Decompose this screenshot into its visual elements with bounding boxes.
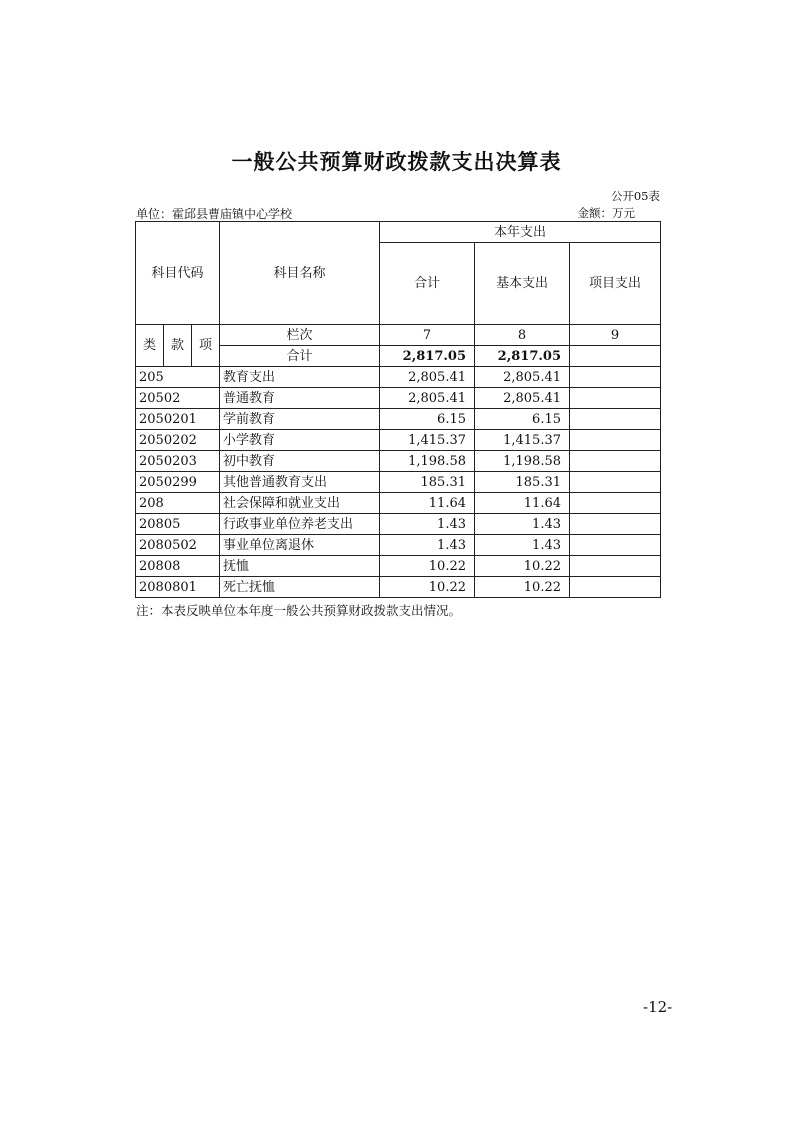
header-subject-name: 科目名称 (220, 222, 380, 325)
row-name: 行政事业单位养老支出 (220, 514, 380, 535)
row-total: 6.15 (380, 409, 475, 430)
row-basic: 6.15 (475, 409, 570, 430)
header-xiang: 项 (192, 325, 220, 367)
row-code: 2050299 (136, 472, 220, 493)
row-project (570, 409, 661, 430)
unit-label: 单位：霍邱县曹庙镇中心学校 (136, 207, 293, 221)
header-total: 合计 (380, 243, 475, 325)
header-current-year: 本年支出 (380, 222, 661, 243)
sum-total: 2,817.05 (380, 346, 475, 367)
row-basic: 11.64 (475, 493, 570, 514)
sum-project (570, 346, 661, 367)
row-total: 1.43 (380, 535, 475, 556)
row-basic: 1.43 (475, 535, 570, 556)
row-basic: 1,415.37 (475, 430, 570, 451)
row-total: 1,198.58 (380, 451, 475, 472)
row-code: 20502 (136, 388, 220, 409)
sum-label: 合计 (220, 346, 380, 367)
table-row (136, 409, 661, 430)
page-number: -12- (643, 998, 673, 1016)
row-project (570, 388, 661, 409)
table-row (136, 493, 661, 514)
sum-basic: 2,817.05 (475, 346, 570, 367)
row-code: 2050201 (136, 409, 220, 430)
row-name: 其他普通教育支出 (220, 472, 380, 493)
column-number-label: 栏次 (220, 325, 380, 346)
column-number-7: 7 (380, 325, 475, 346)
row-basic: 185.31 (475, 472, 570, 493)
row-code: 2080801 (136, 577, 220, 598)
row-code: 2050203 (136, 451, 220, 472)
column-number-8: 8 (475, 325, 570, 346)
row-name: 抚恤 (220, 556, 380, 577)
row-code: 20805 (136, 514, 220, 535)
row-code: 2050202 (136, 430, 220, 451)
table-row (136, 535, 661, 556)
row-basic: 2,805.41 (475, 388, 570, 409)
money-unit-label: 金额：万元 (577, 206, 635, 220)
row-code: 2080502 (136, 535, 220, 556)
header-basic: 基本支出 (475, 243, 570, 325)
row-code: 20808 (136, 556, 220, 577)
table-row (136, 577, 661, 598)
row-basic: 10.22 (475, 556, 570, 577)
row-code: 205 (136, 367, 220, 388)
table-row (136, 514, 661, 535)
form-code: 公开05表 (610, 189, 660, 203)
row-project (570, 430, 661, 451)
row-total: 1,415.37 (380, 430, 475, 451)
row-project (570, 493, 661, 514)
header-subject-code: 科目代码 (136, 222, 220, 325)
page-title: 一般公共预算财政拨款支出决算表 (231, 150, 562, 174)
row-total: 1.43 (380, 514, 475, 535)
row-project (570, 577, 661, 598)
row-total: 2,805.41 (380, 388, 475, 409)
table-row (136, 430, 661, 451)
row-basic: 1,198.58 (475, 451, 570, 472)
row-project (570, 451, 661, 472)
table-row (136, 388, 661, 409)
row-name: 学前教育 (220, 409, 380, 430)
table-note: 注：本表反映单位本年度一般公共预算财政拨款支出情况。 (136, 603, 462, 618)
row-basic: 2,805.41 (475, 367, 570, 388)
row-name: 社会保障和就业支出 (220, 493, 380, 514)
row-total: 185.31 (380, 472, 475, 493)
row-name: 事业单位离退休 (220, 535, 380, 556)
row-name: 小学教育 (220, 430, 380, 451)
header-lei: 类 (136, 325, 164, 367)
row-basic: 10.22 (475, 577, 570, 598)
expenditure-table (135, 221, 661, 598)
row-total: 10.22 (380, 577, 475, 598)
row-code: 208 (136, 493, 220, 514)
row-name: 初中教育 (220, 451, 380, 472)
row-total: 10.22 (380, 556, 475, 577)
row-project (570, 535, 661, 556)
table-row (136, 472, 661, 493)
row-project (570, 367, 661, 388)
row-basic: 1.43 (475, 514, 570, 535)
row-project (570, 556, 661, 577)
table-row (136, 556, 661, 577)
row-total: 11.64 (380, 493, 475, 514)
row-name: 死亡抚恤 (220, 577, 380, 598)
column-number-9: 9 (570, 325, 661, 346)
table-row (136, 451, 661, 472)
header-project: 项目支出 (570, 243, 661, 325)
row-project (570, 472, 661, 493)
row-total: 2,805.41 (380, 367, 475, 388)
row-name: 教育支出 (220, 367, 380, 388)
row-name: 普通教育 (220, 388, 380, 409)
table-row (136, 367, 661, 388)
header-kuan: 款 (164, 325, 192, 367)
row-project (570, 514, 661, 535)
